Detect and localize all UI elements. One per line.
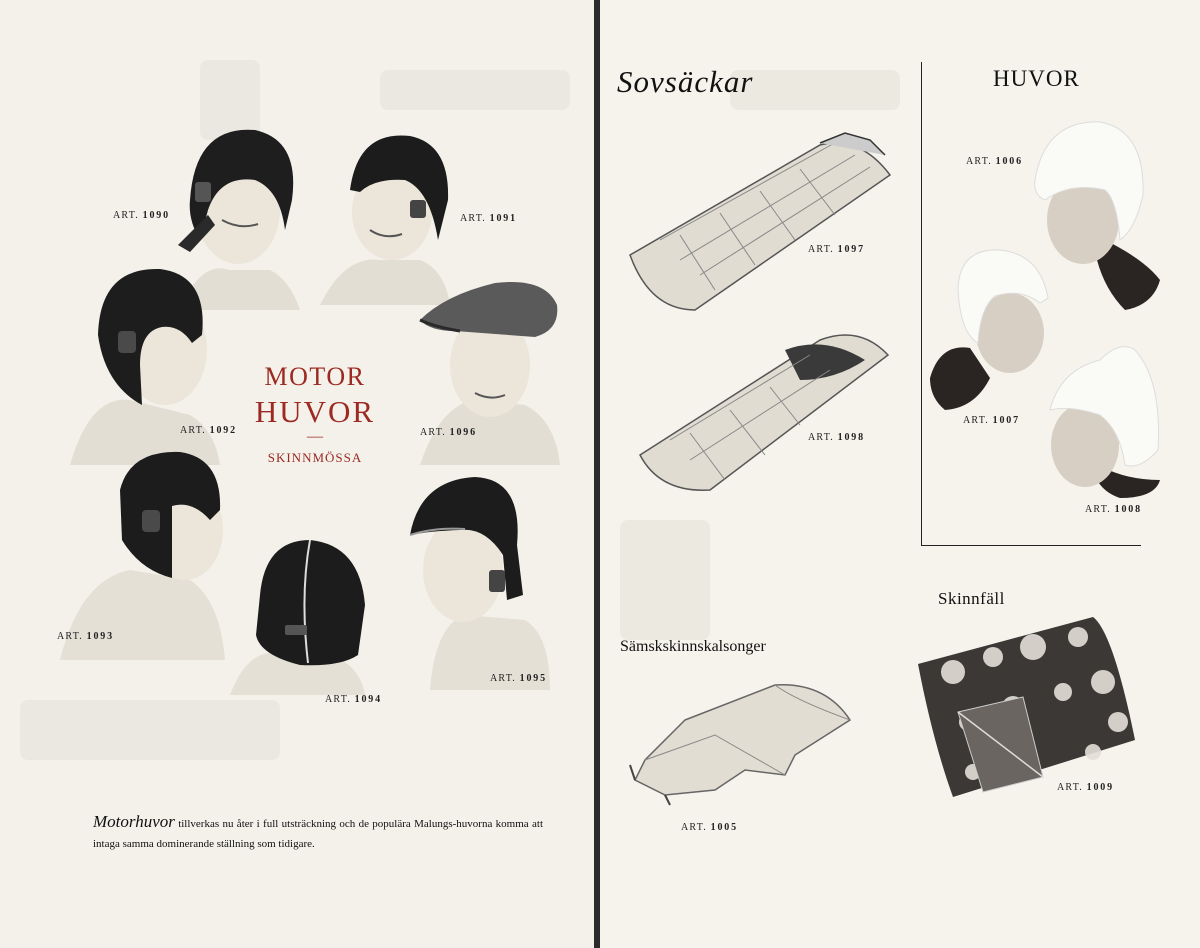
art-label-1091: ART. 1091 xyxy=(460,213,517,224)
bleed-through-shape xyxy=(620,520,710,640)
bleed-through-shape xyxy=(730,70,900,110)
intro-text: tillverkas nu åter i full utsträckning och de populära Malungs-huvorna komma att intaga samma dominerande ställning som tidigare. xyxy=(93,818,543,850)
art-label-1098: ART. 1098 xyxy=(808,432,865,443)
samskskinnskalsonger-heading: Sämskskinnskalsonger xyxy=(620,638,766,655)
fur-blanket-photo-1009 xyxy=(913,612,1141,802)
bleed-through-shape xyxy=(20,700,280,760)
art-label-1090: ART. 1090 xyxy=(113,210,170,221)
art-label-1094: ART. 1094 xyxy=(325,694,382,705)
heading-subtitle: SKINNMÖSSA xyxy=(267,450,363,465)
intro-paragraph xyxy=(93,812,543,854)
bleed-through-shape xyxy=(380,70,570,110)
sleeping-bag-illustration-1097 xyxy=(620,125,900,315)
intro-lead: Motorhuvor xyxy=(93,812,175,831)
sleeping-bag-illustration-1098 xyxy=(630,315,900,495)
art-label-1097: ART. 1097 xyxy=(808,244,865,255)
heading-line-huvor: HUVOR xyxy=(254,394,376,429)
art-label-1009: ART. 1009 xyxy=(1057,782,1114,793)
skinnfall-heading: Skinnfäll xyxy=(938,589,1005,608)
fur-hood-photo-1007 xyxy=(930,248,1055,413)
art-label-1095: ART. 1095 xyxy=(490,673,547,684)
huvor-heading: HUVOR xyxy=(993,66,1080,91)
art-label-1096: ART. 1096 xyxy=(420,427,477,438)
chamois-underpants-illustration-1005 xyxy=(625,680,855,810)
motor-huvor-heading xyxy=(250,362,380,466)
sovsackar-heading: Sovsäckar xyxy=(617,64,754,99)
left-page xyxy=(0,0,594,948)
motor-helmet-illustration-1095 xyxy=(405,475,555,690)
heading-dash: — xyxy=(307,428,323,445)
art-label-1092: ART. 1092 xyxy=(180,425,237,436)
motor-helmet-illustration-1094 xyxy=(230,535,370,695)
art-label-1007: ART. 1007 xyxy=(963,415,1020,426)
art-label-1006: ART. 1006 xyxy=(966,156,1023,167)
fur-hood-photo-1008 xyxy=(1040,340,1165,500)
motor-helmet-illustration-1093 xyxy=(60,450,230,660)
heading-line-motor: MOTOR xyxy=(264,362,366,391)
art-label-1005: ART. 1005 xyxy=(681,822,738,833)
art-label-1093: ART. 1093 xyxy=(57,631,114,642)
art-label-1008: ART. 1008 xyxy=(1085,504,1142,515)
